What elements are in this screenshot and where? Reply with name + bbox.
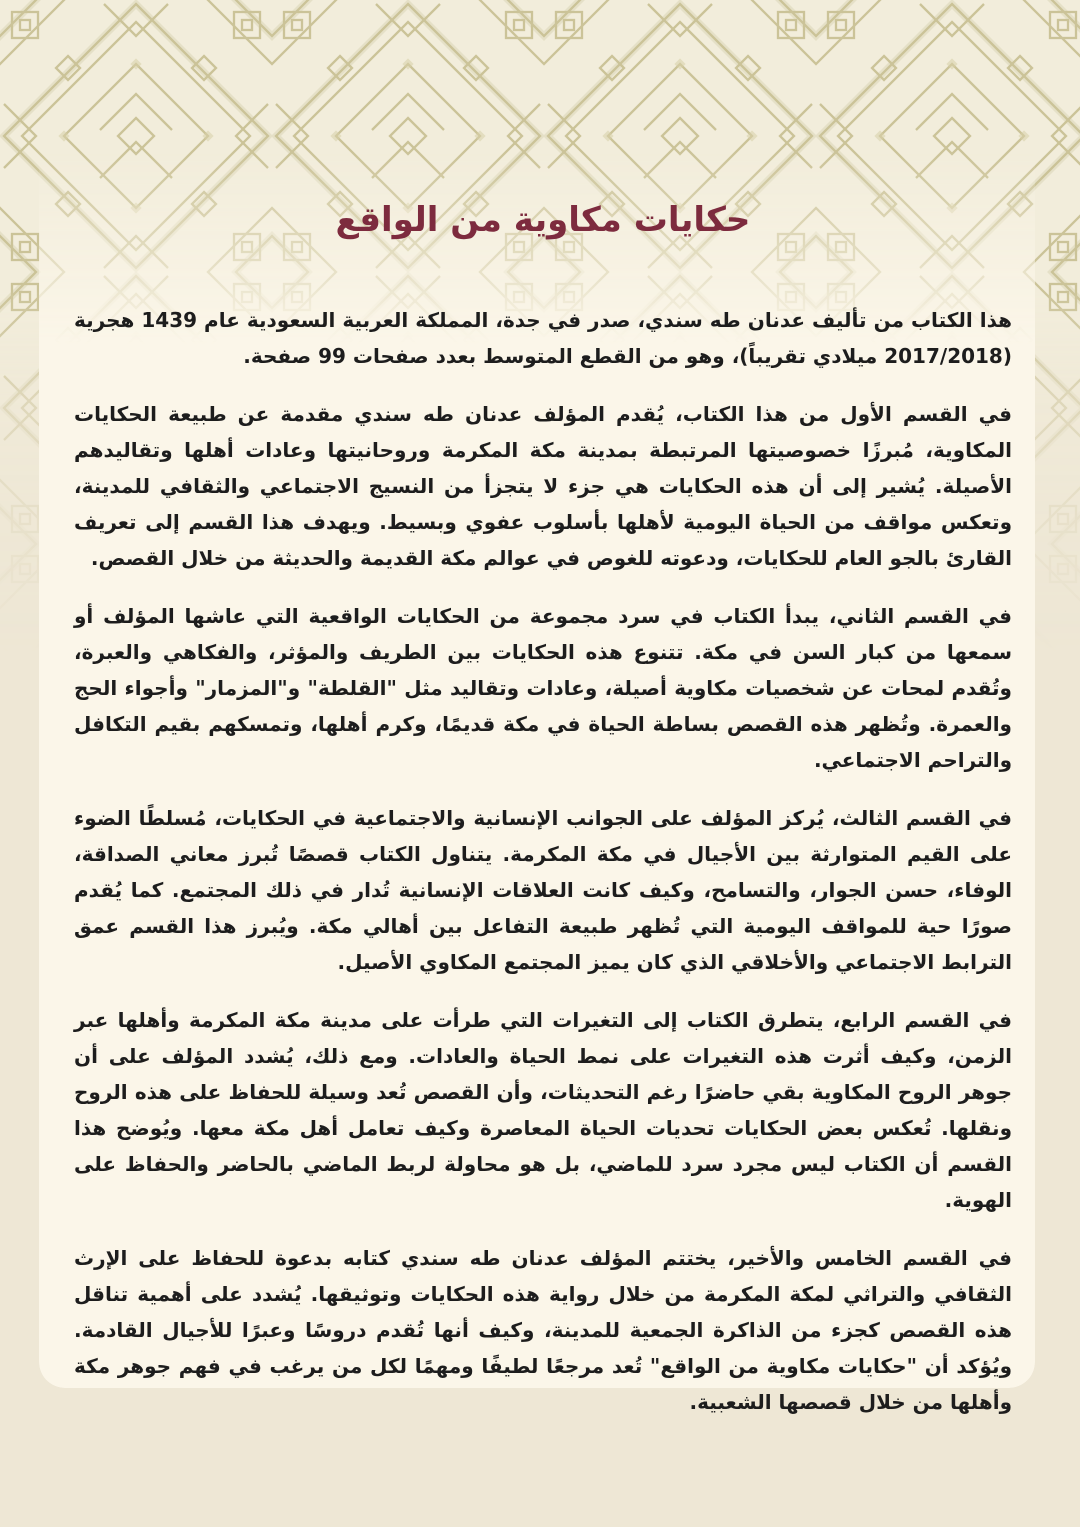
page-title: حكايات مكاوية من الواقع xyxy=(335,200,751,240)
body-paragraph-section-2: في القسم الثاني، يبدأ الكتاب في سرد مجموعة من الحكايات الواقعية التي عاشها المؤلف أو سمعها من كبار السن في مكة. تتنوع هذه الحكايات بين الطريف والمؤثر، والفكاهي والعبرة، وتُقدم لمحات عن شخصيات مكاوية أصيلة، وعادات وتقاليد مثل "القلطة" و"المزمار" وأجواء الحج والعمرة. وتُظهر هذه القصص بساطة الحياة في مكة قديمًا، وكرم أهلها، وتمسكهم بقيم التكافل والتراحم الاجتماعي. xyxy=(74,604,1012,772)
document-content xyxy=(74,0,1012,1420)
body-paragraph-section-4: في القسم الرابع، يتطرق الكتاب إلى التغيرات التي طرأت على مدينة مكة المكرمة وأهلها عبر الزمن، وكيف أثرت هذه التغيرات على نمط الحياة والعادات. ومع ذلك، يُشدد المؤلف على أن جوهر الروح المكاوية بقي حاضرًا رغم التحديثات، وأن القصص تُعد وسيلة للحفاظ على هذه الروح ونقلها. تُعكس بعض الحكايات تحديات الحياة المعاصرة وكيف تعامل أهل مكة معها. ويُوضح هذا القسم أن الكتاب ليس مجرد سرد للماضي، بل هو محاولة لربط الماضي بالحاضر والحفاظ على الهوية. xyxy=(74,1008,1012,1212)
body-paragraph-intro: هذا الكتاب من تأليف عدنان طه سندي، صدر في جدة، المملكة العربية السعودية عام 1439 هجرية (2017/2018 ميلادي تقريباً)، وهو من القطع المتوسط بعدد صفحات 99 صفحة. xyxy=(74,308,1013,368)
body-paragraph-section-1: في القسم الأول من هذا الكتاب، يُقدم المؤلف عدنان طه سندي مقدمة عن طبيعة الحكايات المكاوية، مُبرزًا خصوصيتها المرتبطة بمدينة مكة المكرمة وروحانيتها وعادات أهلها وتقاليدهم الأصيلة. يُشير إلى أن هذه الحكايات هي جزء لا يتجزأ من النسيج الاجتماعي والثقافي للمدينة، وتعكس مواقف من الحياة اليومية لأهلها بأسلوب عفوي وبسيط. ويهدف هذا القسم إلى تعريف القارئ بالجو العام للحكايات، ودعوته للغوص في عوالم مكة القديمة والحديثة من خلال القصص. xyxy=(74,402,1012,570)
body-paragraph-section-3: في القسم الثالث، يُركز المؤلف على الجوانب الإنسانية والاجتماعية في الحكايات، مُسلطًا الضوء على القيم المتوارثة بين الأجيال في مكة المكرمة. يتناول الكتاب قصصًا تُبرز معاني الصداقة، الوفاء، حسن الجوار، والتسامح، وكيف كانت العلاقات الإنسانية تُدار في ذلك المجتمع. كما يُقدم صورًا حية للمواقف اليومية التي تُظهر طبيعة التفاعل بين أهالي مكة. ويُبرز هذا القسم عمق الترابط الاجتماعي والأخلاقي الذي كان يميز المجتمع المكاوي الأصيل. xyxy=(74,806,1012,974)
body-text-block xyxy=(74,302,1012,1420)
body-paragraph-section-5: في القسم الخامس والأخير، يختتم المؤلف عدنان طه سندي كتابه بدعوة للحفاظ على الإرث الثقافي والتراثي لمكة المكرمة من خلال رواية هذه الحكايات وتوثيقها. يُشدد على أهمية تناقل هذه القصص كجزء من الذاكرة الجمعية للمدينة، وكيف أنها تُقدم دروسًا وعبرًا للأجيال القادمة. ويُؤكد أن "حكايات مكاوية من الواقع" تُعد مرجعًا لطيفًا ومهمًا لكل من يرغب في فهم جوهر مكة وأهلها من خلال قصصها الشعبية. xyxy=(74,1246,1012,1414)
